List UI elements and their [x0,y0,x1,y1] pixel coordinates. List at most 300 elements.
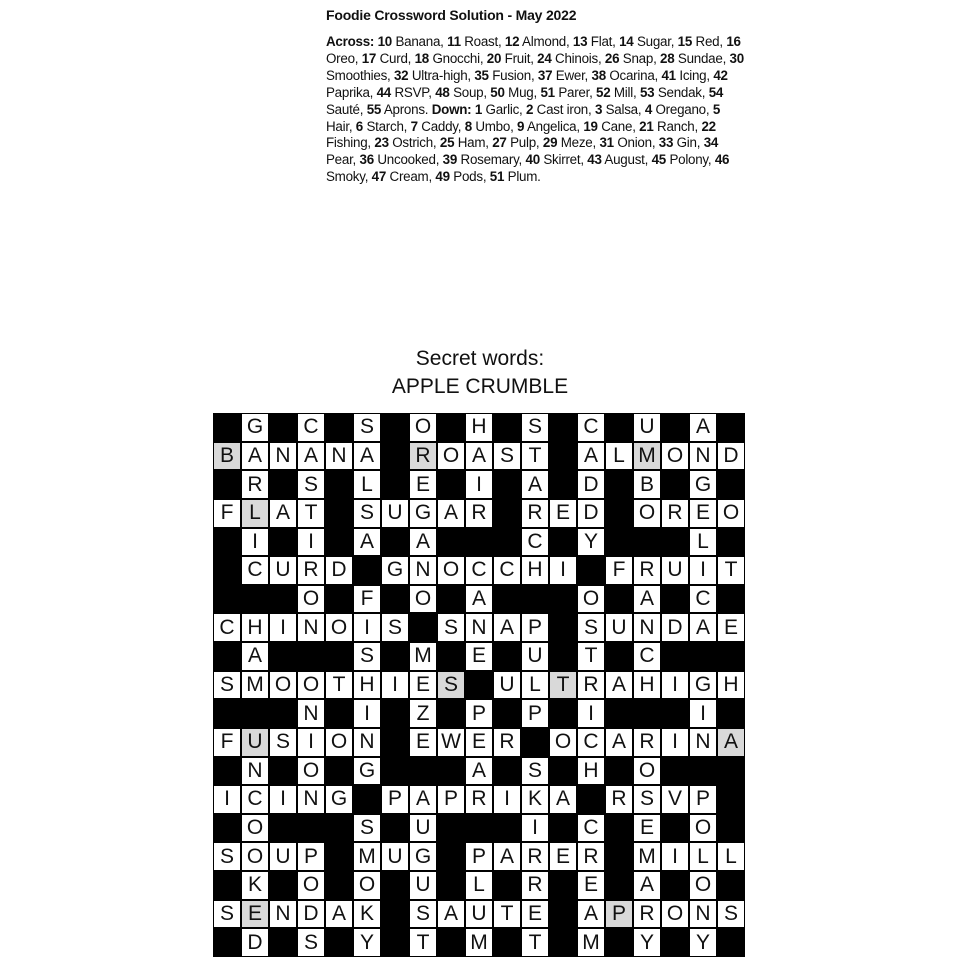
grid-cell: L [521,671,549,700]
grid-cell: H [633,671,661,700]
grid-cell: W [437,728,465,757]
grid-block [437,470,465,499]
grid-cell: R [633,900,661,929]
grid-cell: S [269,728,297,757]
grid-cell: U [381,499,409,528]
grid-cell: G [325,785,353,814]
grid-cell: A [633,585,661,614]
grid-cell: S [521,757,549,786]
grid-block [465,528,493,557]
grid-cell: P [437,785,465,814]
grid-cell: G [241,413,269,442]
grid-cell: S [213,842,241,871]
grid-block [661,413,689,442]
grid-block [493,757,521,786]
grid-block [381,642,409,671]
grid-cell: R [577,842,605,871]
grid-block [325,699,353,728]
grid-cell: P [297,842,325,871]
grid-cell: S [633,785,661,814]
grid-cell: O [437,556,465,585]
grid-block [437,928,465,957]
grid-cell: E [409,671,437,700]
grid-cell: A [633,871,661,900]
grid-block [521,585,549,614]
grid-cell-secret: U [241,728,269,757]
grid-cell: G [409,842,437,871]
grid-block [325,413,353,442]
grid-block [269,528,297,557]
grid-block [437,413,465,442]
grid-cell: A [241,642,269,671]
grid-block [325,871,353,900]
grid-block [437,699,465,728]
grid-block [605,699,633,728]
grid-cell: I [661,671,689,700]
clue-answer: 16 Oreo [326,34,741,66]
clue-answer: 48 Soup [435,84,484,100]
grid-cell: G [689,470,717,499]
grid-cell: U [269,556,297,585]
grid-block [549,699,577,728]
grid-cell: N [409,556,437,585]
grid-cell: N [353,728,381,757]
grid-cell: A [409,528,437,557]
grid-block [437,814,465,843]
clue-answer: 8 Umbo [464,118,511,134]
grid-block [269,757,297,786]
clue-answer: 9 Angelica [517,118,577,134]
grid-block [493,413,521,442]
grid-cell: R [633,556,661,585]
grid-cell: D [297,900,325,929]
grid-cell: A [549,785,577,814]
clue-answer: 21 Ranch [639,118,695,134]
grid-block [213,757,241,786]
clue-answer: 45 Polony [651,152,708,168]
across-answers: 10 Banana, 11 Roast, 12 Almond, 13 Flat, 14 Sugar, 15 Red, 16 Oreo, 17 Curd, 18 Gnocchi, 20 Fruit, 24 Chinois, 26 Snap, 28 Sundae, 30 Smoothies, 32 Ultra-high, 35 Fusion, 37 Ewer, 38 Ocarina, 41 Icing, 42 Paprika, 44 RSVP, 48 Soup, 50 Mug, 51 Parer, 52 Mill, 53 Sendak, 54 Sauté, 55 Aprons. [326,34,744,117]
clue-answer: 41 Icing [661,67,707,83]
grid-cell: A [325,900,353,929]
grid-cell: E [465,642,493,671]
grid-cell: M [577,928,605,957]
grid-cell: O [325,728,353,757]
grid-cell: R [465,785,493,814]
grid-cell: S [353,499,381,528]
grid-block [661,585,689,614]
clue-answer: 30 Smoothies [326,50,744,83]
across-label: Across: [326,34,375,49]
grid-block [493,528,521,557]
grid-cell: U [633,413,661,442]
clue-answer: 33 Gin [658,135,697,151]
clue-answer: 40 Skirret [525,152,581,168]
grid-cell: O [297,871,325,900]
grid-block [465,671,493,700]
grid-cell: S [409,900,437,929]
grid-cell: N [297,699,325,728]
secret-words-value: APPLE CRUMBLE [391,375,569,398]
grid-cell: E [549,842,577,871]
grid-block [717,928,745,957]
grid-block [549,413,577,442]
grid-cell: A [577,900,605,929]
grid-cell: V [661,785,689,814]
clue-answer: 29 Meze [542,135,593,151]
grid-block [297,814,325,843]
grid-cell: O [325,613,353,642]
clue-answer: 31 Onion [599,135,652,151]
grid-cell: I [661,728,689,757]
grid-block [577,785,605,814]
clue-answer: 10 Banana [377,34,441,49]
grid-cell: N [465,613,493,642]
clue-answer: 3 Salsa [594,101,638,117]
grid-cell: M [633,842,661,871]
grid-cell: P [521,699,549,728]
clue-answer: 17 Curd [361,50,408,66]
grid-block [325,642,353,671]
solution-list [326,34,746,186]
grid-cell: C [493,556,521,585]
grid-cell: I [297,728,325,757]
grid-cell: R [521,499,549,528]
grid-block [549,928,577,957]
grid-cell: E [577,871,605,900]
grid-cell: R [297,556,325,585]
grid-block [605,814,633,843]
grid-block [325,499,353,528]
grid-block [717,413,745,442]
grid-block [325,814,353,843]
grid-block [605,842,633,871]
clue-answer: 19 Cane [583,118,633,134]
grid-block [717,642,745,671]
grid-cell: R [633,728,661,757]
grid-cell: S [381,613,409,642]
grid-cell: O [241,842,269,871]
grid-cell: O [297,671,325,700]
grid-cell: M [465,928,493,957]
grid-block [381,728,409,757]
clue-answer: 26 Snap [604,50,654,66]
grid-cell: S [353,642,381,671]
grid-block [213,556,241,585]
grid-block [213,642,241,671]
grid-cell: L [353,470,381,499]
grid-cell: A [605,671,633,700]
grid-block [381,585,409,614]
grid-block [437,585,465,614]
grid-block [717,785,745,814]
grid-cell: L [689,528,717,557]
secret-words-heading: Secret words: [415,347,545,370]
grid-block [269,699,297,728]
grid-cell: C [465,556,493,585]
grid-cell: E [409,470,437,499]
grid-cell: P [521,613,549,642]
grid-cell: D [577,499,605,528]
clue-answer: 50 Mug [490,84,534,100]
grid-block [549,442,577,471]
grid-cell: A [465,757,493,786]
grid-cell: O [437,442,465,471]
grid-block [381,900,409,929]
grid-block [437,642,465,671]
grid-block [605,642,633,671]
grid-cell: U [409,814,437,843]
grid-block [493,928,521,957]
crossword-grid [213,413,745,957]
grid-cell: N [297,785,325,814]
grid-cell: I [353,613,381,642]
grid-cell: U [409,871,437,900]
clue-answer: 51 Parer [540,84,590,100]
grid-cell: L [605,442,633,471]
grid-cell: O [409,585,437,614]
grid-cell: U [493,671,521,700]
grid-cell: O [269,671,297,700]
grid-cell: S [353,814,381,843]
clue-answer: 46 Smoky [326,152,730,185]
clue-answer: 5 Hair [326,101,721,134]
grid-cell: A [269,499,297,528]
clue-answer: 14 Sugar [619,34,671,49]
clue-answer: 49 Pods [435,169,483,185]
grid-block [353,785,381,814]
grid-cell: A [353,442,381,471]
grid-block [661,642,689,671]
grid-block [353,556,381,585]
grid-block [213,528,241,557]
grid-cell: U [521,642,549,671]
grid-cell: R [661,499,689,528]
grid-cell: A [689,413,717,442]
clue-answer: 54 Sauté [326,84,724,117]
grid-cell: O [633,499,661,528]
grid-cell: I [549,556,577,585]
grid-block [689,642,717,671]
grid-cell: U [269,842,297,871]
grid-block [717,585,745,614]
grid-block [605,871,633,900]
grid-cell: C [521,528,549,557]
grid-cell: S [213,671,241,700]
grid-cell: P [689,785,717,814]
grid-cell: C [577,728,605,757]
grid-cell: S [521,413,549,442]
grid-cell: T [717,556,745,585]
grid-cell: O [353,871,381,900]
grid-cell-secret: E [241,900,269,929]
grid-cell: H [521,556,549,585]
grid-cell: C [577,814,605,843]
clue-answer: 6 Starch [355,118,404,134]
grid-block [381,413,409,442]
grid-cell: I [353,699,381,728]
grid-cell: S [717,900,745,929]
grid-cell: Z [409,699,437,728]
grid-block [549,585,577,614]
grid-block [521,728,549,757]
grid-cell: R [605,785,633,814]
grid-cell: G [409,499,437,528]
clue-answer: 43 August [587,152,645,168]
grid-cell: G [381,556,409,585]
grid-cell: I [577,699,605,728]
grid-block [549,814,577,843]
grid-cell: I [381,671,409,700]
grid-block [325,928,353,957]
grid-block [381,757,409,786]
grid-cell: T [521,928,549,957]
clue-answer: 13 Flat [572,34,613,49]
grid-cell: P [381,785,409,814]
grid-block [661,470,689,499]
clue-answer: 35 Fusion [474,67,531,83]
grid-cell-secret: A [717,728,745,757]
grid-cell: I [689,699,717,728]
grid-cell: N [269,442,297,471]
grid-cell: O [577,585,605,614]
grid-cell: C [241,785,269,814]
grid-block [605,585,633,614]
grid-cell: R [577,671,605,700]
grid-block [325,757,353,786]
grid-cell: N [241,757,269,786]
clue-answer: 28 Sundae [660,50,723,66]
grid-cell: S [577,613,605,642]
grid-cell: S [437,613,465,642]
grid-cell: A [437,499,465,528]
grid-block [549,757,577,786]
grid-block [213,814,241,843]
grid-cell: O [689,871,717,900]
grid-cell: A [409,785,437,814]
grid-cell: Y [633,928,661,957]
grid-cell: H [353,671,381,700]
grid-block [269,585,297,614]
clue-answer: 37 Ewer [537,67,585,83]
grid-cell: K [521,785,549,814]
grid-cell: E [549,499,577,528]
grid-cell: S [493,442,521,471]
grid-block [465,814,493,843]
clue-answer: 7 Caddy [410,118,458,134]
solution-header [326,6,746,186]
grid-block [717,814,745,843]
grid-block [605,928,633,957]
clue-answer: 36 Uncooked [359,152,436,168]
clue-answer: 22 Fishing [326,118,716,151]
grid-block [381,928,409,957]
grid-block [325,842,353,871]
grid-cell: A [465,442,493,471]
clue-answer: 1 Garlic [474,101,520,117]
grid-block [213,413,241,442]
grid-block [633,528,661,557]
grid-cell: D [577,470,605,499]
grid-block [605,413,633,442]
grid-cell: I [297,528,325,557]
grid-cell: N [269,900,297,929]
grid-cell: T [521,442,549,471]
grid-block [325,470,353,499]
clue-answer: 38 Ocarina [591,67,655,83]
grid-cell: A [297,442,325,471]
grid-block [437,528,465,557]
grid-block [549,900,577,929]
grid-block [549,528,577,557]
grid-cell: D [241,928,269,957]
grid-block [241,585,269,614]
grid-block [241,699,269,728]
clue-answer: 55 Aprons [366,101,425,117]
grid-block [661,528,689,557]
grid-cell: Y [689,928,717,957]
grid-cell: C [633,642,661,671]
grid-block [381,699,409,728]
grid-cell: U [605,613,633,642]
grid-block [269,871,297,900]
grid-block [577,556,605,585]
grid-cell: H [241,613,269,642]
grid-cell: A [493,613,521,642]
down-answers: 1 Garlic, 2 Cast iron, 3 Salsa, 4 Oregano, 5 Hair, 6 Starch, 7 Caddy, 8 Umbo, 9 Angelica, 19 Cane, 21 Ranch, 22 Fishing, 23 Ostrich, 25 Ham, 27 Pulp, 29 Meze, 31 Onion, 33 Gin, 34 Pear, 36 Uncooked, 39 Rosemary, 40 Skirret, 43 August, 45 Polony, 46 Smoky, 47 Cream, 49 Pods, 51 Plum. [326,101,730,185]
grid-block [297,642,325,671]
grid-cell: R [465,499,493,528]
grid-cell: T [297,499,325,528]
grid-cell: D [661,613,689,642]
grid-cell: N [297,613,325,642]
grid-cell: I [661,842,689,871]
grid-cell: K [241,871,269,900]
clue-answer: 53 Sendak [639,84,702,100]
grid-block [269,413,297,442]
grid-block [493,699,521,728]
grid-cell: T [493,900,521,929]
grid-block [661,871,689,900]
grid-cell: Y [577,528,605,557]
grid-block [717,470,745,499]
clue-answer: 15 Red [677,34,720,49]
grid-cell: R [493,728,521,757]
grid-block [269,928,297,957]
grid-cell: B [633,470,661,499]
clue-answer: 4 Oregano [644,101,706,117]
grid-block [493,814,521,843]
grid-block [493,585,521,614]
grid-cell: M [409,642,437,671]
grid-cell: C [577,413,605,442]
grid-cell: G [353,757,381,786]
grid-cell: I [465,470,493,499]
grid-cell: I [689,556,717,585]
grid-block [717,871,745,900]
grid-block [605,757,633,786]
grid-block [381,528,409,557]
grid-block [717,528,745,557]
grid-cell: L [717,842,745,871]
grid-cell-secret: S [437,671,465,700]
grid-block [269,470,297,499]
grid-cell: A [521,470,549,499]
grid-block [213,470,241,499]
grid-cell: I [493,785,521,814]
grid-cell: I [269,785,297,814]
grid-block [549,470,577,499]
clue-answer: 2 Cast iron [525,101,588,117]
